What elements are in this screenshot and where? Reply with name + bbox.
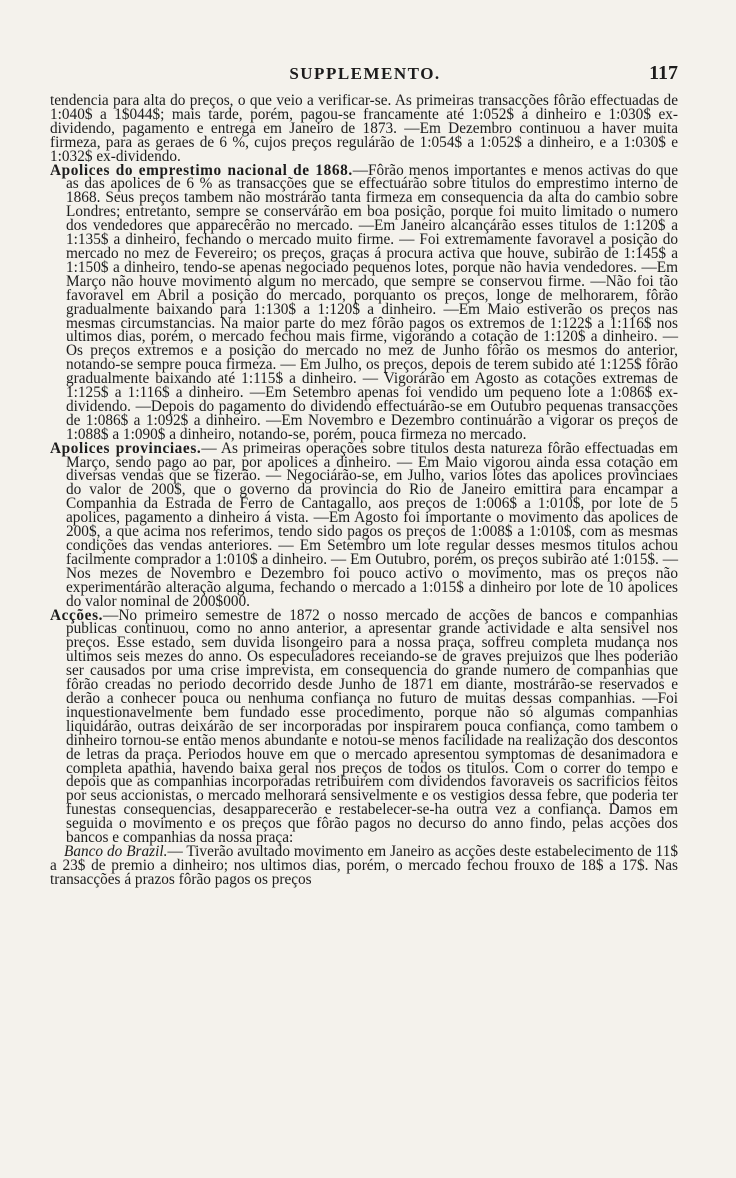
- paragraph-text: —No primeiro semestre de 1872 o nosso mercado de acções de bancos e companhias publicas continuou, como no anno anterior, a apresentar grande actividade e alta sensivel nos preços. Esse estado, sem duvida lisongeiro para a nossa praça, soffreu completa mudança nos ultimos seis mezes do anno. Os especuladores receiando-se de graves prejuizos que lhes poderião ser causados por uma crise imprevista, em consequencia do grande numero de companhias que fôrão creadas no periodo decorrido desde Junho de 1871 em diante, mostrárão-se reservados e derão a conhecer pouca ou nenhuma confiança no futuro de muitas dessas companhias. —Foi inquestionavelmente bem fundado esse procedimento, porque não só algumas companhias liquidárão, outras deixárão de ser incorporadas por inspirarem pouca confiança, como tambem o dinheiro tornou-se então menos abundante e notou-se menos facilidade na realização dos descontos de letras da praça. Periodos houve em que o mercado apresentou symptomas de desanimadora e completa apathia, havendo baixa geral nos preços de todos os titulos. Com o correr do tempo e depois que as companhias incorporadas retribuirem com dividendos favoraveis os sacrificios feitos por seus accionistas, o mercado melhorará sensivelmente e os vestigios dessa febre, que poderia ter funestas consequencias, desapparecerão e restabelecer-se-ha outra vez a confiança. Damos em seguida o movimento e os preços que fôrão pagos no decurso do anno findo, pelas acções dos bancos e companhias da nossa praça:: [66, 606, 678, 847]
- paragraph-continuation: [50, 94, 678, 164]
- subsection-heading: Banco do Brazil.: [64, 842, 168, 860]
- paragraph-text: — Tiverão avultado movimento em Janeiro as acções deste estabelecimento de 11$ a 23$ de premio a dinheiro; nos ultimos dias, porém, o mercado fechou frouxo de 18$ a 17$. Nas transacções á prazos fôrão pagos os preços: [50, 842, 679, 888]
- paragraph-apolices-emprestimo-1868: [50, 161, 678, 443]
- paragraph-banco-do-brazil: [50, 842, 679, 888]
- paragraph-apolices-provinciaes: [50, 439, 678, 610]
- paragraph-text: —Fôrão menos importantes e menos activas do que as das apolices de 6 % as transacções que se effectuárão sobre titulos do emprestimo interno de 1868. Seus preços tambem não mostrárão tanta firmeza em consequencia da alta do cambio sobre Londres; entretanto, sempre se conservárão em boa posição, porque foi muito limitado o numero dos vendedores que apparecêrão no mercado. —Em Janeiro alcançárão esses titulos de 1:120$ a 1:135$ a dinheiro, fechando o mercado muito firme. — Foi extremamente favoravel a posição do mercado no mez de Fevereiro; os preços, graças á procura activa que houve, subirão de 1:145$ a 1:150$ a dinheiro, tendo-se apenas negociado pequenos lotes, porque não havia vendedores. —Em Março não houve movimento algum no mercado, que sempre se conservou firme. —Não foi tão favoravel em Abril a posição do mercado, porquanto os preços, longe de melhorarem, fôrão gradualmente baixando para 1:130$ a 1:120$ a dinheiro. —Em Maio estiverão os preços nas mesmas circumstancias. Na maior parte do mez fôrão pagos os extremos de 1:122$ a 1:116$ nos ultimos dias, porém, o mercado fechou mais firme, vigorando a cotação de 1:120$ a dinheiro. — Os preços extremos e a posição do mercado no mez de Junho fôrão os mesmos do anterior, notando-se sempre pouca firmeza. — Em Julho, os preços, depois de terem subido até 1:125$ fôrão gradualmente baixando até 1:115$ a dinheiro. — Vigorárão em Agosto as cotações extremas de 1:125$ a 1:116$ a dinheiro. —Em Setembro apenas foi vendido um pequeno lote a 1:086$ ex-dividendo. —Depois do pagamento do dividendo effectuárão-se em Outubro pequenas transacções de 1:086$ a 1:092$ a dinheiro. —Em Novembro e Dezembro continuárão a vigorar os preços de 1:088$ a 1:090$ a dinheiro, notando-se, porém, pouca firmeza no mercado.: [66, 161, 678, 443]
- running-title: SUPPLEMENTO.: [289, 64, 441, 83]
- section-heading: Apolices provinciaes.: [50, 439, 202, 457]
- page-header: [52, 64, 678, 88]
- page-number: 117: [649, 62, 678, 84]
- section-heading: Acções.: [50, 606, 104, 624]
- paragraph-text: — As primeiras operações sobre titulos desta natureza fôrão effectuadas em Março, sendo pago ao par, por apolices a dinheiro. — Em Maio vigorou ainda essa cotação em diversas vendas que se fizerão. — Negociárão-se, em Julho, varios lotes das apolices provinciaes do valor de 200$, que o governo da provincia do Rio de Janeiro emittira para encampar a Companhia da Estrada de Ferro de Cantagallo, aos preços de 1:006$ a 1:010$, por lote de 5 apolices, pagamento a dinheiro á vista. —Em Agosto foi importante o movimento das apolices de 200$, a que acima nos referimos, tendo sido pagos os preços de 1:008$ a 1:010$, com as mesmas condições das vendas anteriores. — Em Setembro um lote regular desses mesmos titulos achou facilmente comprador a 1:010$ a dinheiro. — Em Outubro, porém, os preços subirão até 1:015$. —Nos mezes de Novembro e Dezembro foi pouco activo o movimento, mas os preços não experimentárão alteração alguma, fechando o mercado a 1:015$ a dinheiro por lote de 10 apolices do valor nominal de 200$000.: [66, 439, 678, 610]
- paragraph-accoes: [50, 606, 678, 847]
- body-text: [50, 94, 678, 887]
- section-heading: Apolices do emprestimo nacional de 1868.: [50, 161, 353, 179]
- paragraph-text: tendencia para alta do preços, o que veio a verificar-se. As primeiras transacções fôrão effectuadas de 1:040$ a 1$044$; mais tarde, porém, pagou-se francamente até 1:052$ a dinheiro e 1:030$ ex-dividendo, pagamento e entrega em Janeiro de 1873. —Em Dezembro continuou a haver muita firmeza, para as geraes de 6 %, cujos preços regulárão de 1:054$ a 1:052$ a dinheiro, e a 1:030$ e 1:032$ ex-dividendo.: [50, 92, 678, 165]
